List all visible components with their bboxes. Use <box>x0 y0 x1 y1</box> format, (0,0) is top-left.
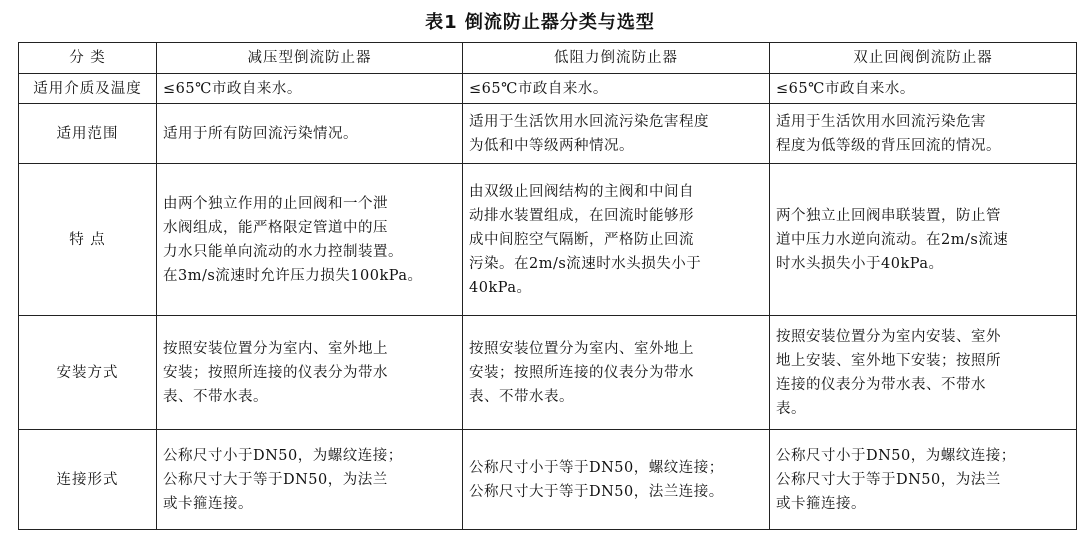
header-category: 分 类 <box>19 43 157 74</box>
cell-connection-pressure-reducing: 公称尺寸小于DN50，为螺纹连接； 公称尺寸大于等于DN50，为法兰 或卡箍连接。 <box>157 430 463 530</box>
header-double-check: 双止回阀倒流防止器 <box>770 43 1077 74</box>
table-row <box>19 430 1077 530</box>
cell-connection-double-check: 公称尺寸小于DN50，为螺纹连接； 公称尺寸大于等于DN50，为法兰 或卡箍连接。 <box>770 430 1077 530</box>
cell-medium-double-check: ≤65℃市政自来水。 <box>770 74 1077 104</box>
cell-medium-low-resistance: ≤65℃市政自来水。 <box>463 74 770 104</box>
cell-features-pressure-reducing: 由两个独立作用的止回阀和一个泄 水阀组成，能严格限定管道中的压 力水只能单向流动的水力控制装置。 在3m/s流速时允许压力损失100kPa。 <box>157 164 463 316</box>
cell-scope-pressure-reducing: 适用于所有防回流污染情况。 <box>157 104 463 164</box>
header-pressure-reducing: 减压型倒流防止器 <box>157 43 463 74</box>
cell-features-double-check: 两个独立止回阀串联装置，防止管 道中压力水逆向流动。在2m/s流速 时水头损失小于40kPa。 <box>770 164 1077 316</box>
row-label-connection: 连接形式 <box>19 430 157 530</box>
table-row <box>19 316 1077 430</box>
cell-connection-low-resistance: 公称尺寸小于等于DN50，螺纹连接； 公称尺寸大于等于DN50，法兰连接。 <box>463 430 770 530</box>
row-label-medium: 适用介质及温度 <box>19 74 157 104</box>
cell-features-low-resistance: 由双级止回阀结构的主阀和中间自 动排水装置组成，在回流时能够形 成中间腔空气隔断，严格防止回流 污染。在2m/s流速时水头损失小于 40kPa。 <box>463 164 770 316</box>
cell-scope-double-check: 适用于生活饮用水回流污染危害 程度为低等级的背压回流的情况。 <box>770 104 1077 164</box>
table-row <box>19 74 1077 104</box>
cell-installation-double-check: 按照安装位置分为室内安装、室外 地上安装、室外地下安装；按照所 连接的仪表分为带水表、不带水 表。 <box>770 316 1077 430</box>
cell-scope-low-resistance: 适用于生活饮用水回流污染危害程度 为低和中等级两种情况。 <box>463 104 770 164</box>
backflow-preventer-table <box>18 42 1077 530</box>
row-label-installation: 安装方式 <box>19 316 157 430</box>
header-low-resistance: 低阻力倒流防止器 <box>463 43 770 74</box>
row-label-features: 特 点 <box>19 164 157 316</box>
row-label-scope: 适用范围 <box>19 104 157 164</box>
table-title: 表1 倒流防止器分类与选型 <box>425 12 655 33</box>
table-row <box>19 164 1077 316</box>
header-row <box>19 43 1077 74</box>
cell-installation-low-resistance: 按照安装位置分为室内、室外地上 安装；按照所连接的仪表分为带水 表、不带水表。 <box>463 316 770 430</box>
cell-installation-pressure-reducing: 按照安装位置分为室内、室外地上 安装；按照所连接的仪表分为带水 表、不带水表。 <box>157 316 463 430</box>
table-row <box>19 104 1077 164</box>
cell-medium-pressure-reducing: ≤65℃市政自来水。 <box>157 74 463 104</box>
